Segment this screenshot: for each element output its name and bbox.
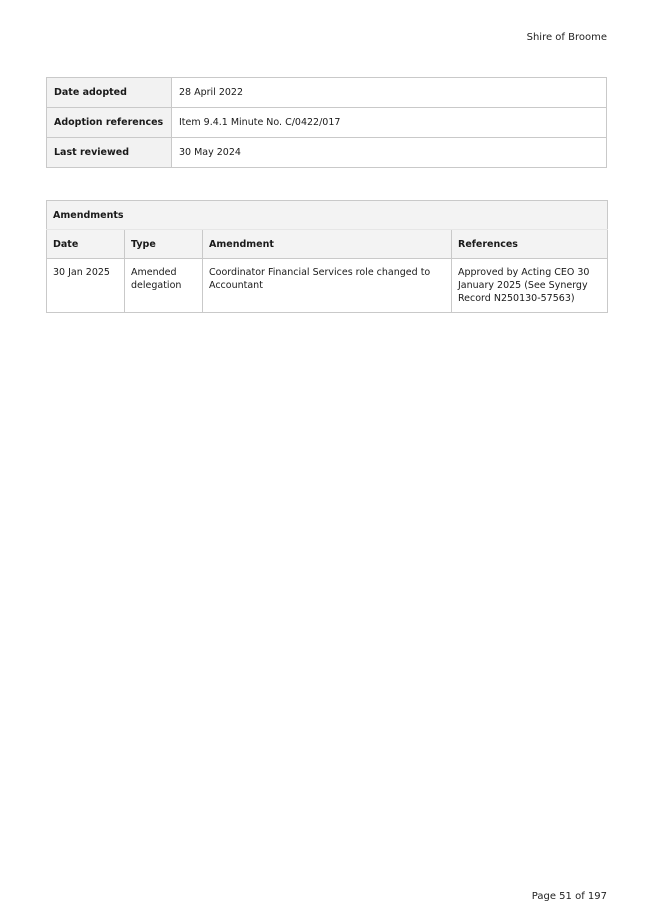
adoption-references-value: Item 9.4.1 Minute No. C/0422/017: [172, 108, 607, 138]
last-reviewed-label: Last reviewed: [47, 138, 172, 168]
table-row: [47, 259, 608, 313]
table-caption-row: [47, 201, 608, 230]
table-row: [47, 138, 607, 168]
amendment-description: Coordinator Financial Services role changed to Accountant: [203, 259, 452, 313]
table-header-row: [47, 230, 608, 259]
column-header-type: Type: [125, 230, 203, 259]
organisation-name: Shire of Broome: [526, 32, 607, 43]
table-row: [47, 78, 607, 108]
column-header-references: References: [452, 230, 608, 259]
amendments-caption: Amendments: [47, 201, 608, 230]
amendment-date: 30 Jan 2025: [47, 259, 125, 313]
last-reviewed-value: 30 May 2024: [172, 138, 607, 168]
policy-metadata-table: [46, 77, 607, 168]
adoption-references-label: Adoption references: [47, 108, 172, 138]
amendments-table: [46, 200, 608, 313]
table-row: [47, 108, 607, 138]
column-header-amendment: Amendment: [203, 230, 452, 259]
date-adopted-value: 28 April 2022: [172, 78, 607, 108]
page-number: Page 51 of 197: [531, 891, 607, 902]
amendment-type: Amended delegation: [125, 259, 203, 313]
amendment-references: Approved by Acting CEO 30 January 2025 (See Synergy Record N250130-57563): [452, 259, 608, 313]
column-header-date: Date: [47, 230, 125, 259]
date-adopted-label: Date adopted: [47, 78, 172, 108]
